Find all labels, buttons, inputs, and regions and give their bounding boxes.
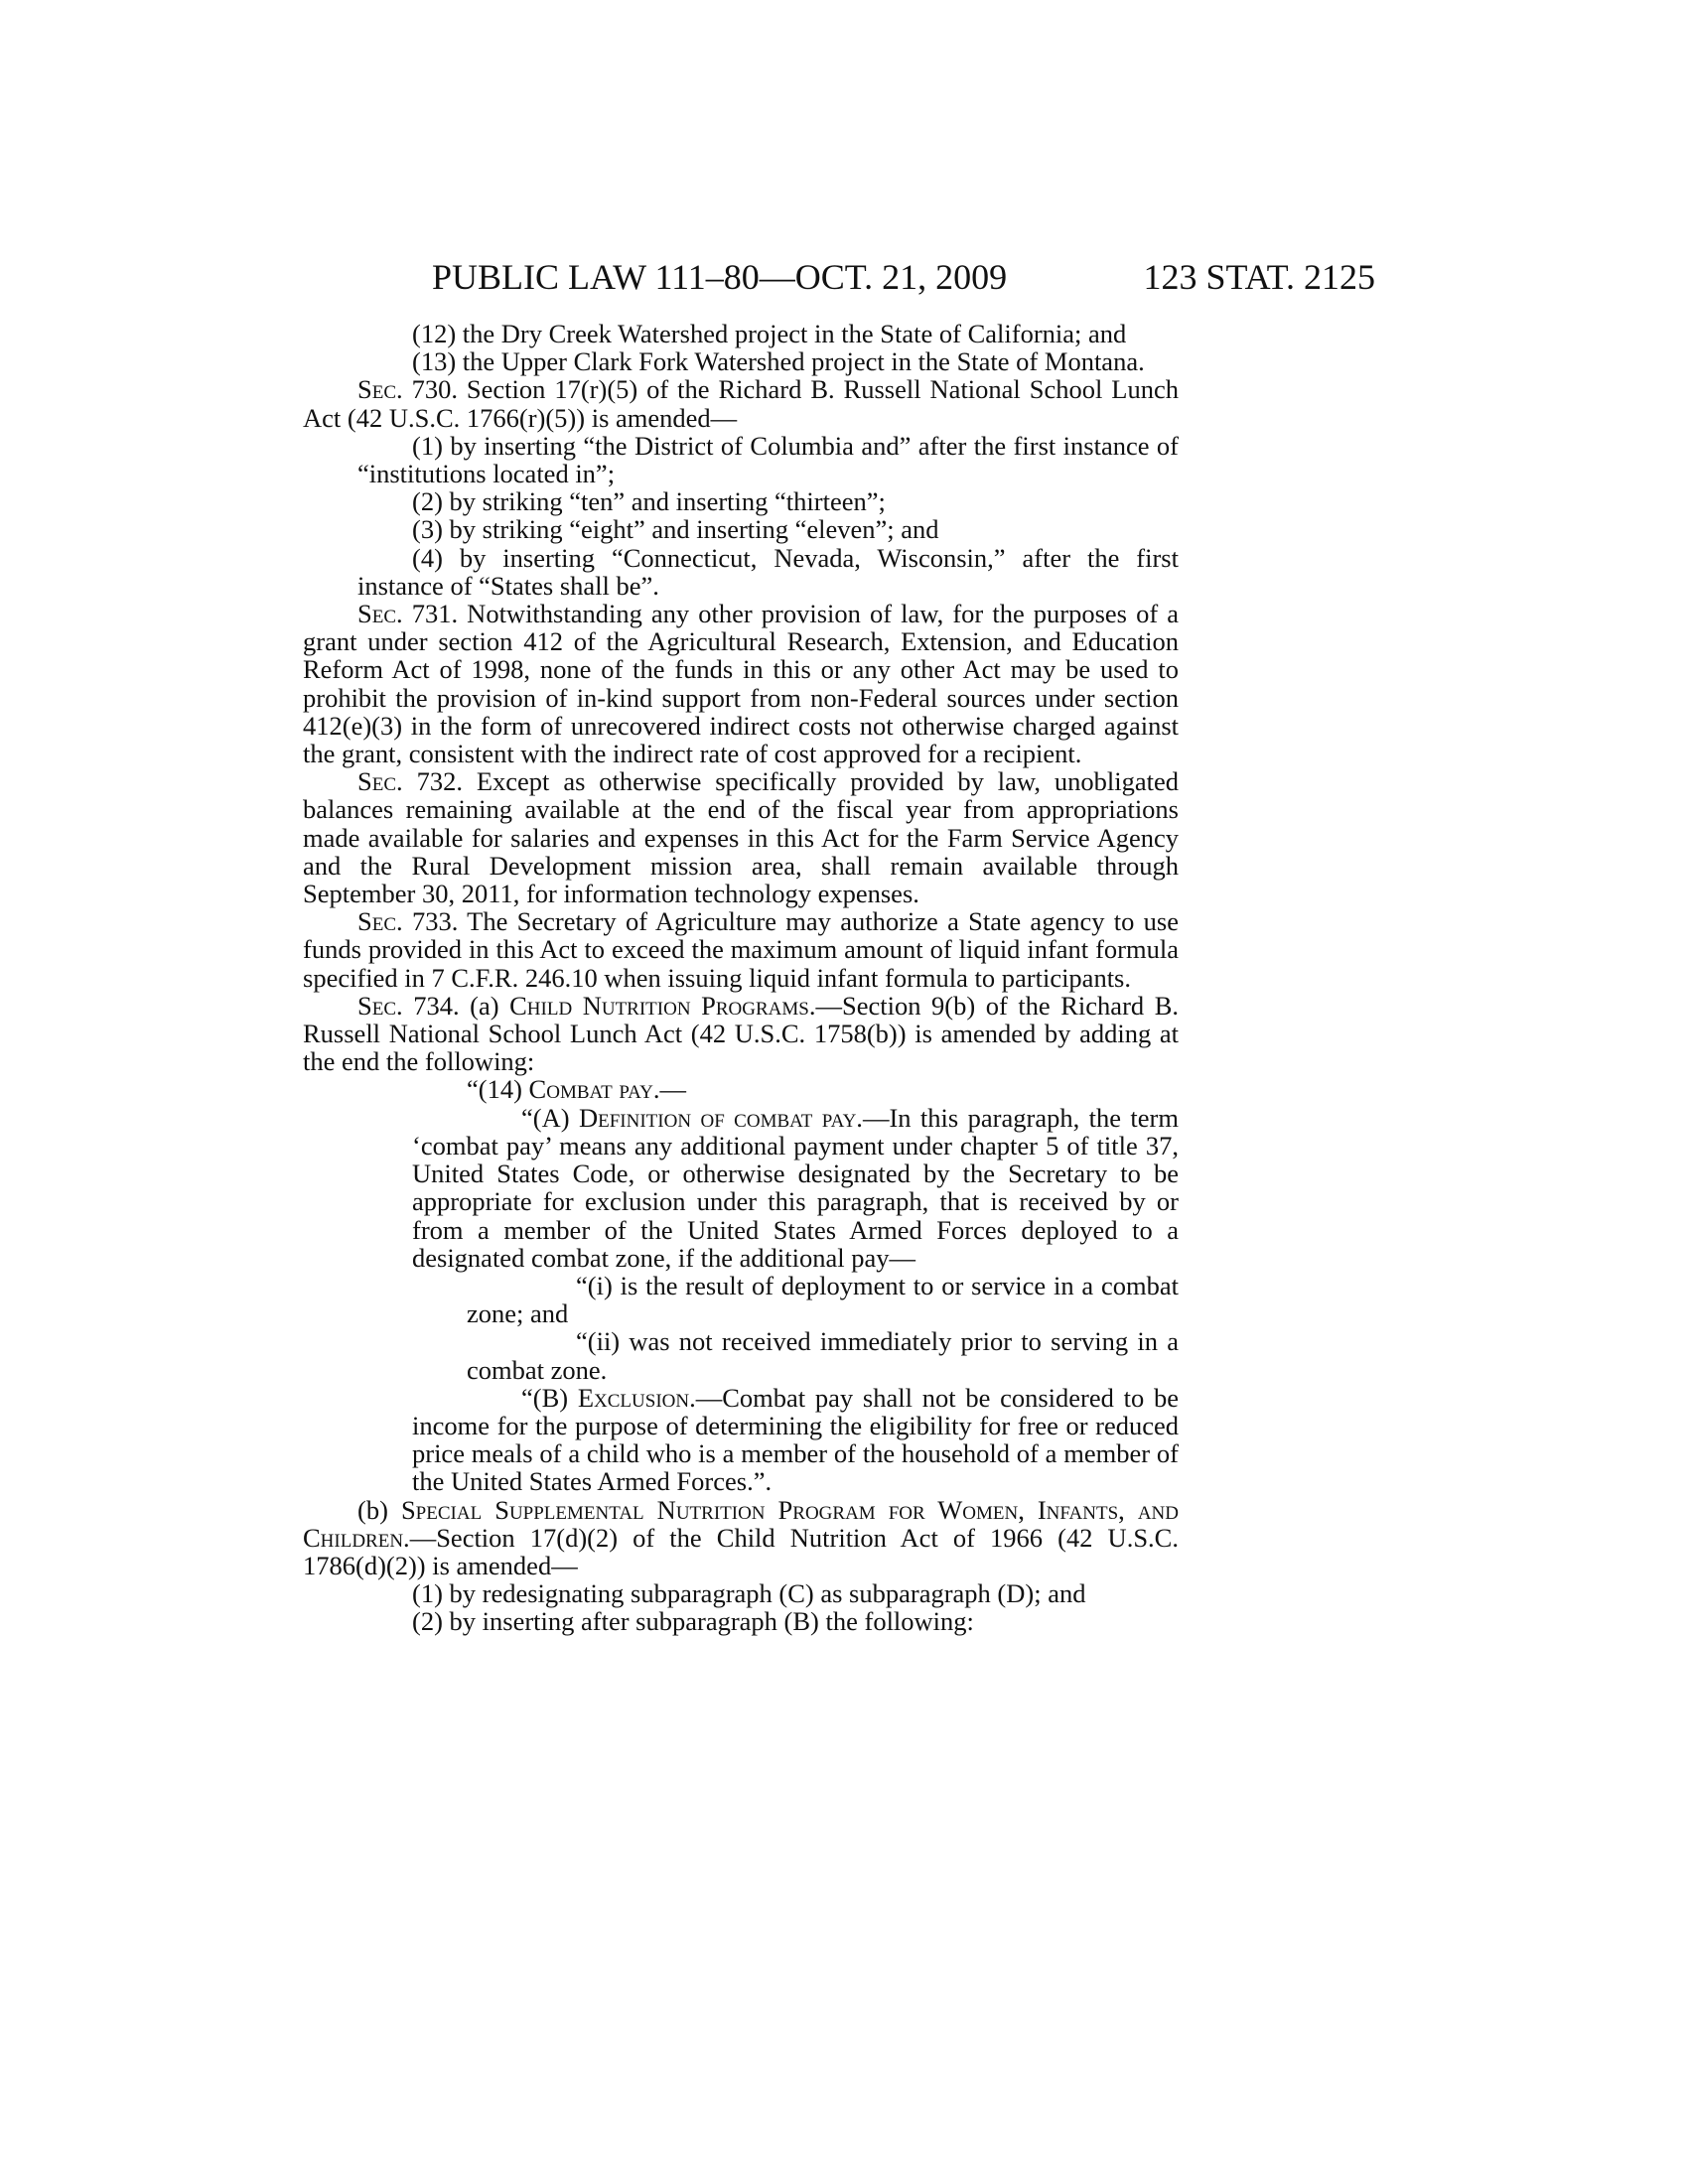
paragraph-item-13: (13) the Upper Clark Fork Watershed project in the State of Montana.	[412, 346, 1145, 377]
subsection-b-item-1: (1) by redesignating subparagraph (C) as subparagraph (D); and	[412, 1578, 1086, 1609]
subparagraph-a-definition: “(A) Definition of combat pay.—In this paragraph, the term ‘combat pay’ means any additional payment under chapter 5 of title 37, United States Code, or otherwise designated by the Secretary to be appropriate for exclusion under this paragraph, that is received by or from a member of the United States Armed Forces deployed to a designated combat zone, if the additional pay—	[412, 1102, 1179, 1273]
section-label: Sec.	[357, 374, 403, 405]
section-734: Sec. 734. (a) Child Nutrition Programs.—Section 9(b) of the Richard B. Russell National School Lunch Act (42 U.S.C. 1758(b)) is amended by adding at the end the following:	[303, 990, 1179, 1077]
page-header	[0, 256, 1688, 296]
section-label: Sec.	[357, 990, 403, 1021]
subsection-b-item-2: (2) by inserting after subparagraph (B) the following:	[412, 1606, 974, 1637]
subparagraph-heading: Definition of combat pay.	[578, 1102, 863, 1133]
subsection-heading: Child Nutrition Programs.	[509, 990, 816, 1021]
clause-i: “(i) is the result of deployment to or service in a combat zone; and	[467, 1270, 1179, 1329]
section-label: Sec.	[357, 906, 403, 937]
subsection-b-wic: (b) Special Supplemental Nutrition Program for Women, Infants, and Children.—Section 17(d)(2) of the Child Nutrition Act of 1966 (42 U.S.C. 1786(d)(2)) is amended—	[303, 1494, 1179, 1580]
paragraph-heading: Combat pay.	[528, 1074, 660, 1105]
section-733: Sec. 733. The Secretary of Agriculture may authorize a State agency to use funds provided in this Act to exceed the maximum amount of liquid infant formula specified in 7 C.F.R. 246.10 when issuing liquid infant formula to participants.	[303, 906, 1179, 993]
section-label: Sec.	[357, 599, 403, 629]
subparagraph-heading: Exclusion.	[577, 1382, 696, 1413]
page-number: 123 STAT. 2125	[1143, 257, 1375, 297]
document-body	[303, 320, 1179, 1636]
section-label: Sec.	[357, 766, 403, 797]
section-730-item-4: (4) by inserting “Connecticut, Nevada, Wisconsin,” after the first instance of “States shall be”.	[357, 542, 1179, 601]
paragraph-14-combat-pay: “(14) Combat pay.—	[467, 1074, 687, 1105]
section-731: Sec. 731. Notwithstanding any other provision of law, for the purposes of a grant under section 412 of the Agricultural Research, Extension, and Education Reform Act of 1998, none of the funds in this or any other Act may be used to prohibit the provision of in-kind support from non-Federal sources under section 412(e)(3) in the form of unrecovered indirect costs not otherwise charged against the grant, consistent with the indirect rate of cost approved for a recipient.	[303, 599, 1179, 769]
subparagraph-b-exclusion: “(B) Exclusion.—Combat pay shall not be considered to be income for the purpose of determining the eligibility for free or reduced price meals of a child who is a member of the household of a member of the United States Armed Forces.”.	[412, 1382, 1179, 1497]
section-730-item-2: (2) by striking “ten” and inserting “thirteen”;	[412, 486, 886, 517]
section-730-item-1: (1) by inserting “the District of Columbia and” after the first instance of “institutions located in”;	[357, 430, 1179, 489]
running-head-title: PUBLIC LAW 111–80—OCT. 21, 2009	[432, 257, 1008, 297]
subsection-heading: Special Supplemental Nutrition Program for Women, Infants, and Children.	[303, 1494, 1179, 1553]
paragraph-item-12: (12) the Dry Creek Watershed project in the State of California; and	[412, 319, 1127, 348]
section-732: Sec. 732. Except as otherwise specifically provided by law, unobligated balances remaining available at the end of the fiscal year from appropriations made available for salaries and expenses in this Act for the Farm Service Agency and the Rural Development mission area, shall remain available through September 30, 2011, for information technology expenses.	[303, 766, 1179, 909]
clause-ii: “(ii) was not received immediately prior to serving in a combat zone.	[467, 1326, 1179, 1385]
section-730-item-3: (3) by striking “eight” and inserting “eleven”; and	[412, 514, 939, 545]
section-730: Sec. 730. Section 17(r)(5) of the Richard B. Russell National School Lunch Act (42 U.S.C. 1766(r)(5)) is amended—	[303, 374, 1179, 433]
